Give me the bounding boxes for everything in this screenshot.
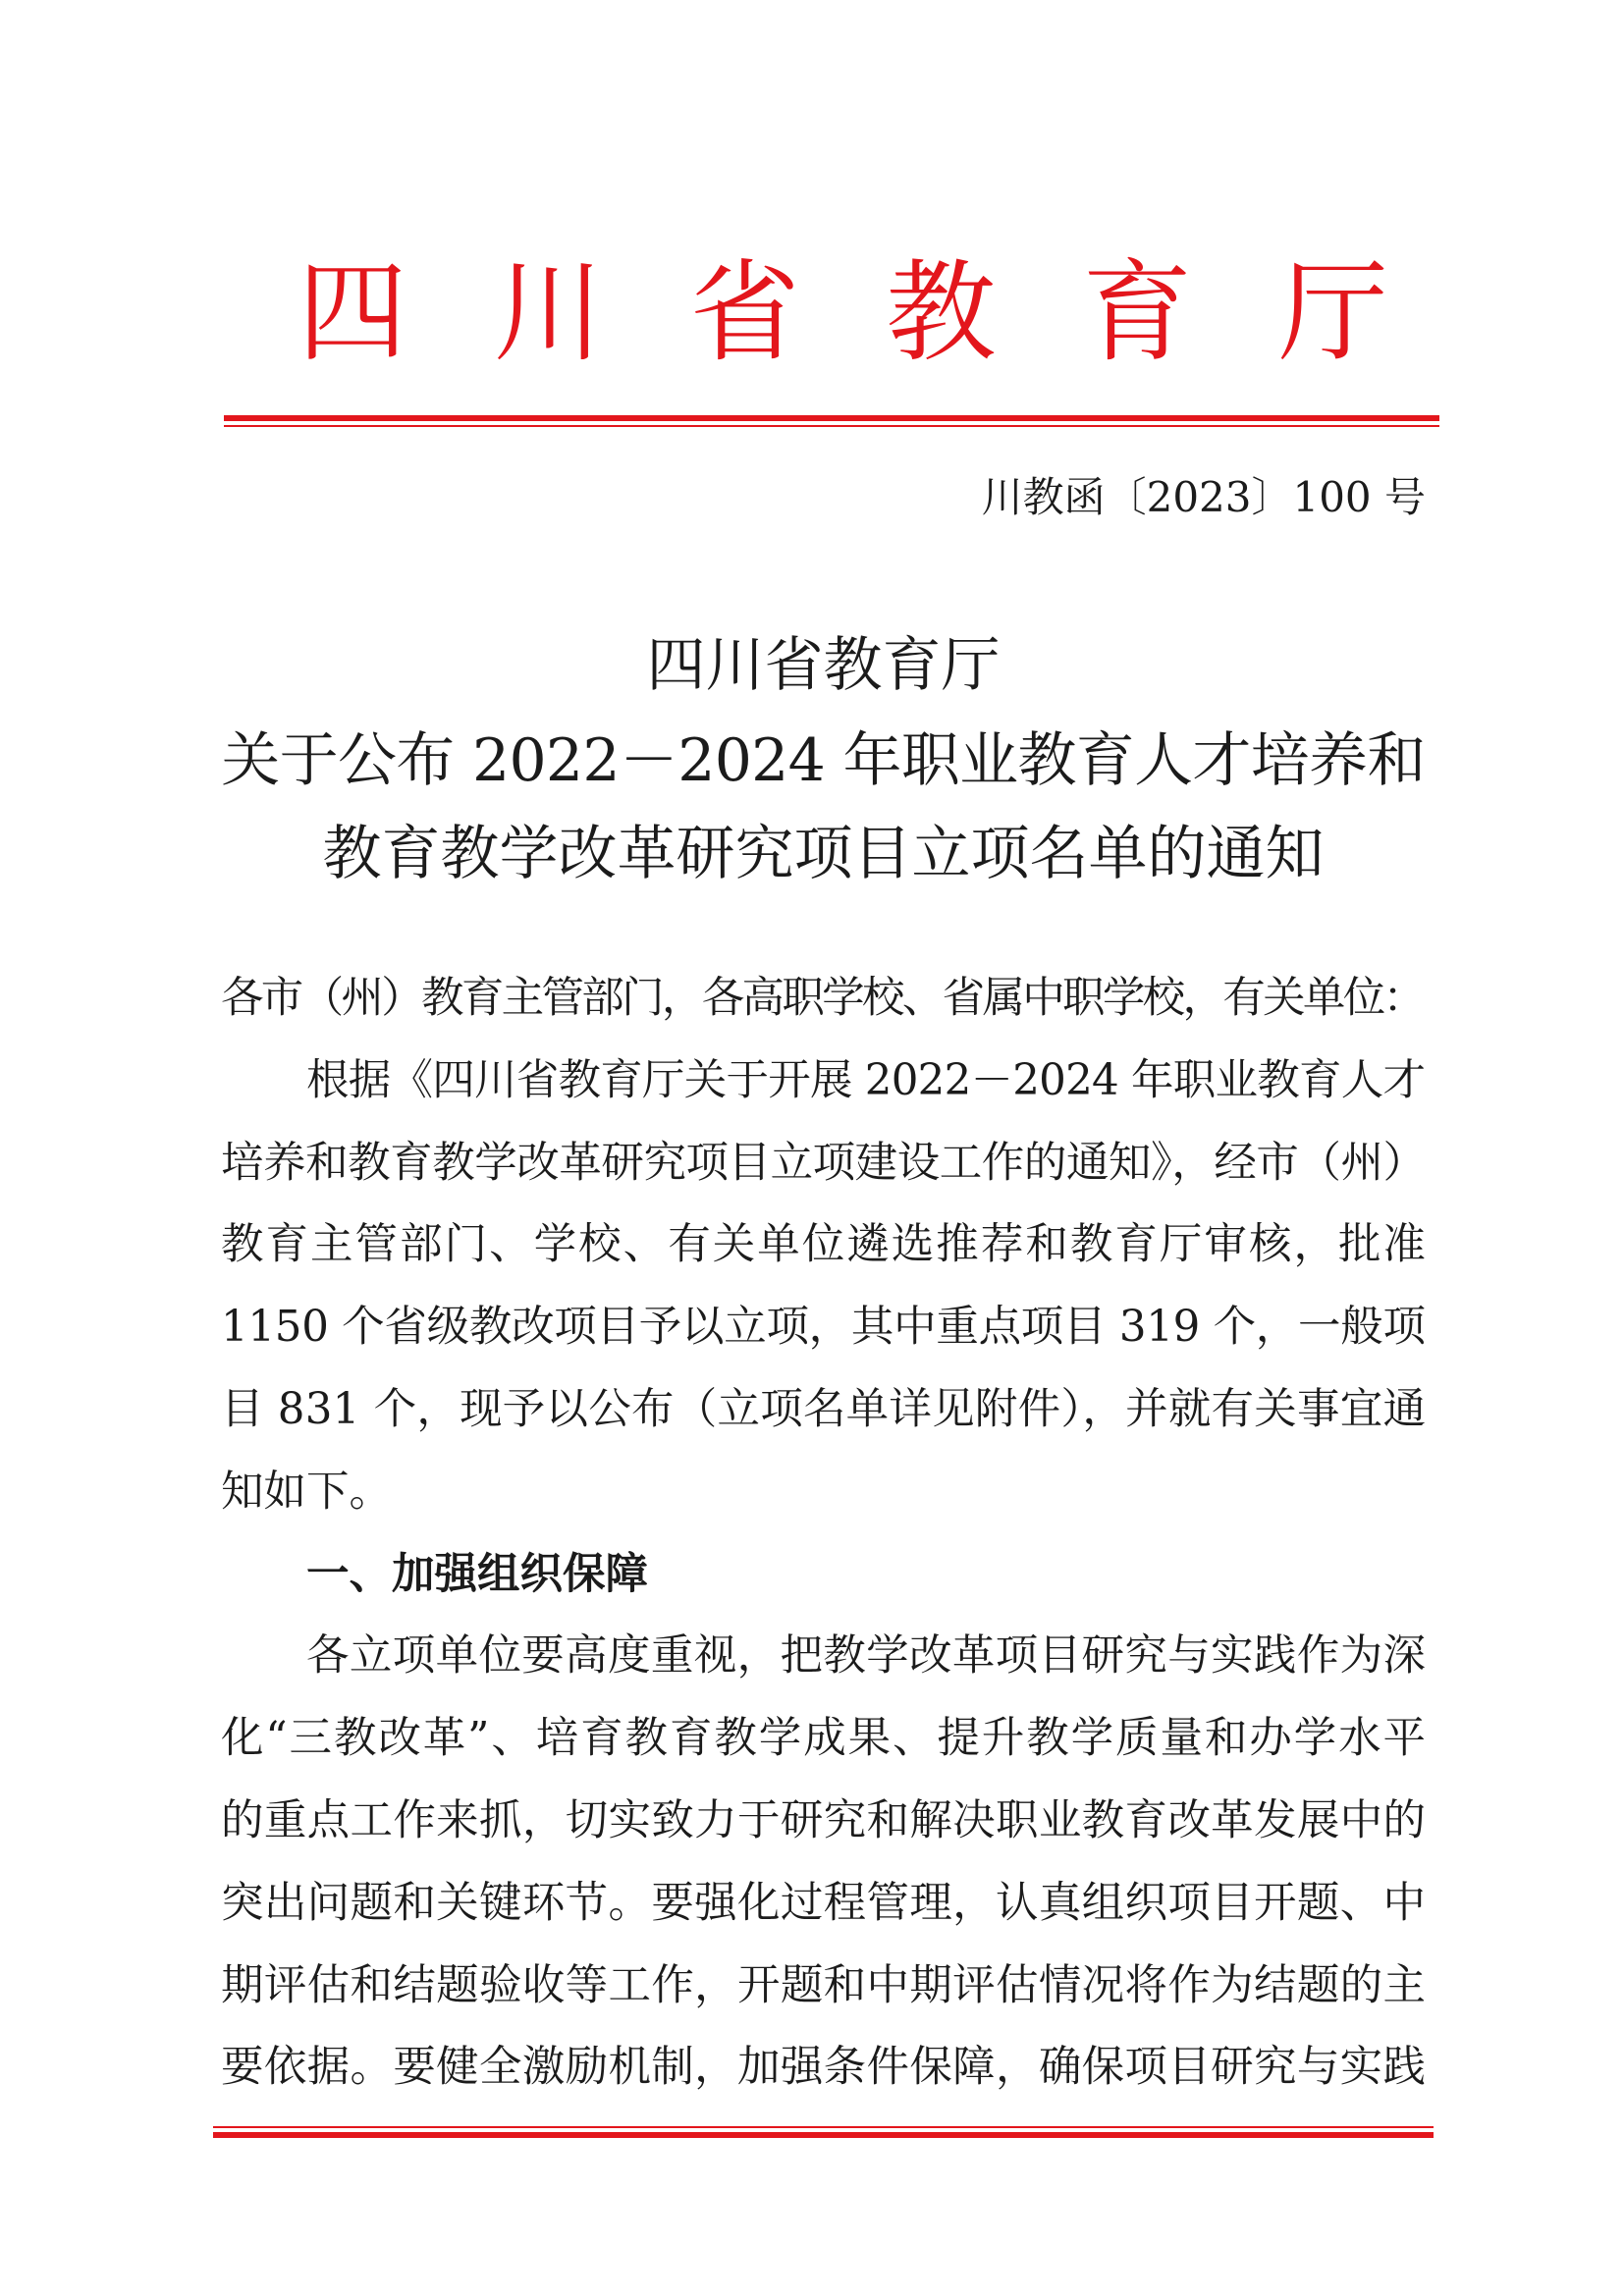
body-line: 1150 个省级教改项目予以立项，其中重点项目 319 个，一般项	[221, 1303, 1426, 1353]
letterhead-rule-thin	[224, 425, 1439, 427]
section-heading: 一、加强组织保障	[306, 1549, 648, 1599]
body-line: 要依据。要健全激励机制，加强条件保障，确保项目研究与实践	[221, 2043, 1427, 2093]
body-line: 目 831 个，现予以公布（立项名单详见附件），并就有关事宜通	[221, 1384, 1427, 1434]
body-line: 教育主管部门、学校、有关单位遴选推荐和教育厅审核，批准	[221, 1220, 1429, 1270]
body-line: 突出问题和关键环节。要强化过程管理，认真组织项目开题、中	[221, 1878, 1427, 1928]
document-title-line: 关于公布 2022－2024 年职业教育人才培养和	[221, 726, 1426, 795]
body-line: 各立项单位要高度重视，把教学改革项目研究与实践作为深	[306, 1631, 1427, 1682]
body-line: 培养和教育教学改革研究项目立项建设工作的通知》，经市（州）	[221, 1138, 1426, 1188]
body-line: 根据《四川省教育厅关于开展 2022－2024 年职业教育人才	[306, 1055, 1426, 1105]
footer-rule-thick	[213, 2132, 1434, 2138]
letterhead-rule-thick	[224, 415, 1439, 421]
document-title-line: 四川省教育厅	[646, 631, 1001, 700]
letterhead-title: 四川省教育厅	[298, 249, 1475, 377]
document-title-line: 教育教学改革研究项目立项名单的通知	[322, 820, 1325, 888]
document-number: 川教函〔2023〕100 号	[981, 473, 1426, 521]
body-line: 化“三教改革”、培育教育教学成果、提升教学质量和办学水平	[221, 1714, 1428, 1764]
footer-rule-thin	[213, 2126, 1434, 2128]
body-line: 期评估和结题验收等工作，开题和中期评估情况将作为结题的主	[221, 1960, 1427, 2010]
document-body	[221, 958, 1429, 2109]
body-line: 知如下。	[221, 1467, 392, 1517]
salutation: 各市（州）教育主管部门，各高职学校、省属中职学校，有关单位：	[221, 974, 1424, 1023]
body-line: 的重点工作来抓，切实致力于研究和解决职业教育改革发展中的	[221, 1795, 1427, 1845]
